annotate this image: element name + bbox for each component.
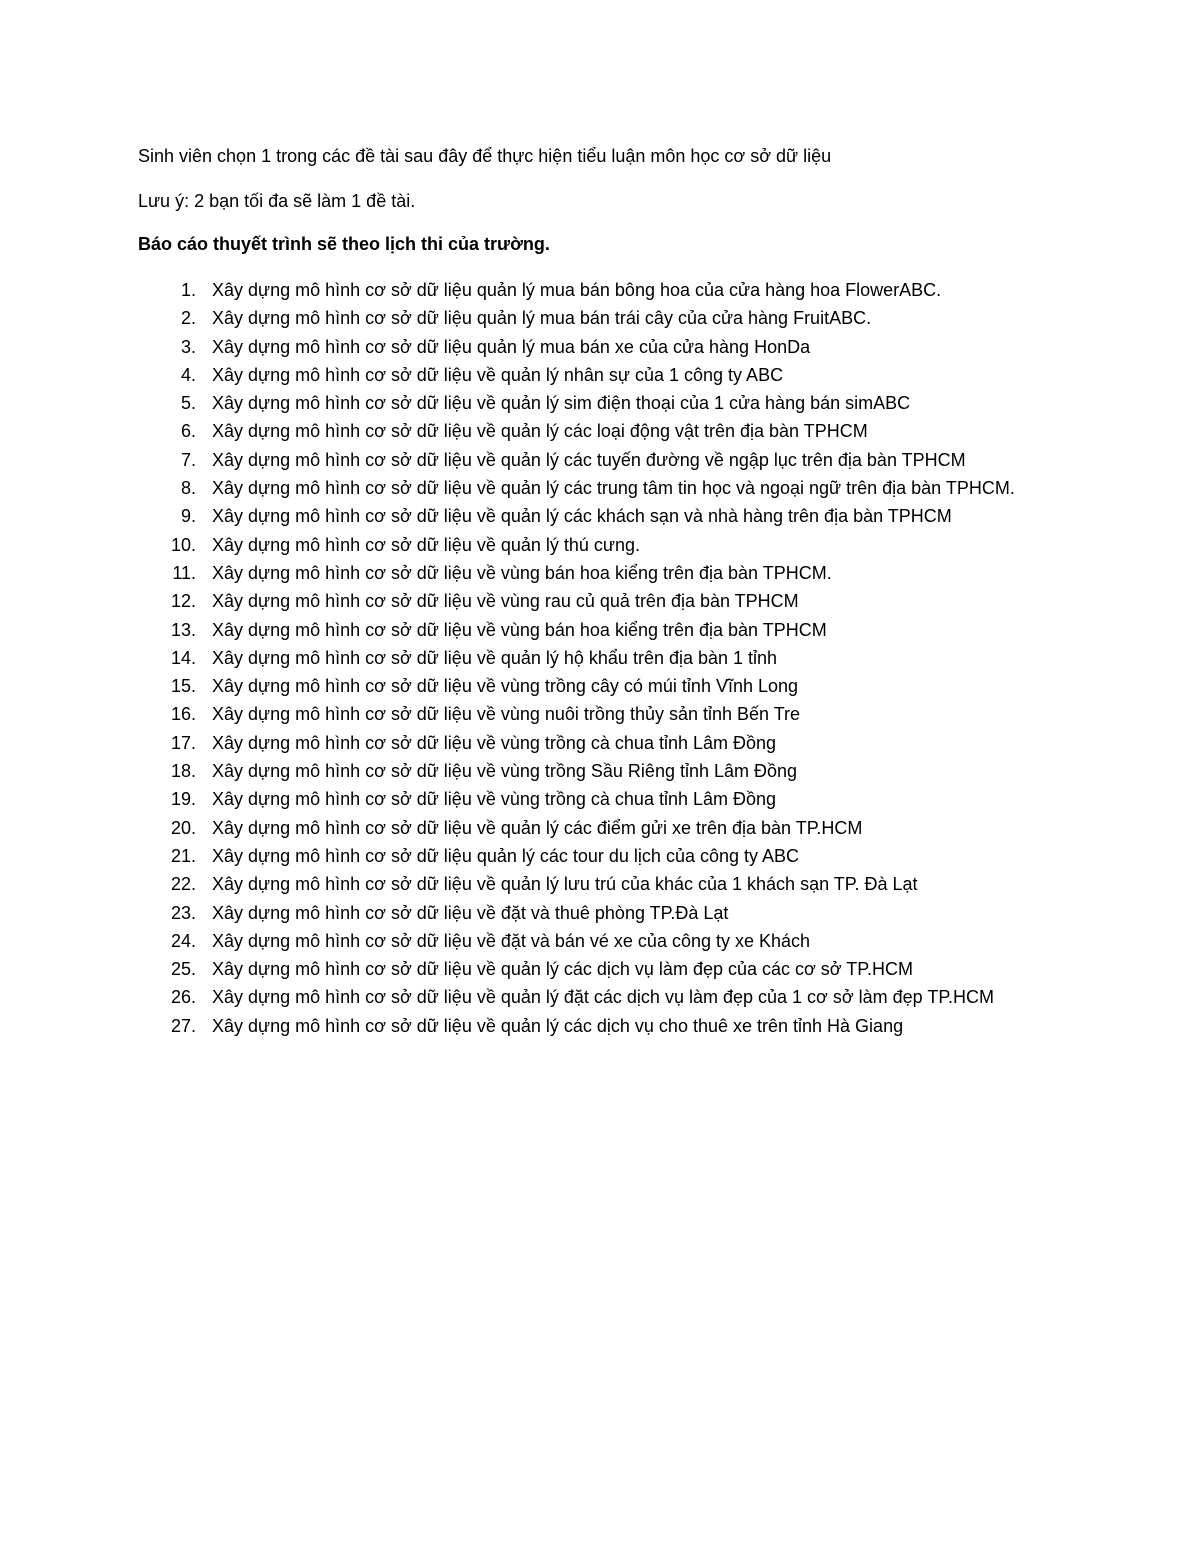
topic-text: Xây dựng mô hình cơ sở dữ liệu quản lý mua bán bông hoa của cửa hàng hoa FlowerABC.: [212, 280, 942, 300]
topic-number: 12.: [170, 591, 196, 612]
topic-text: Xây dựng mô hình cơ sở dữ liệu về vùng trồng cà chua tỉnh Lâm Đồng: [212, 732, 777, 753]
topic-text: Xây dựng mô hình cơ sở dữ liệu về quản lý sim điện thoại của 1 cửa hàng bán simABC: [212, 393, 911, 414]
topic-number: 11.: [172, 562, 196, 583]
topic-number: 24.: [170, 930, 196, 951]
topic-number: 13.: [170, 619, 196, 640]
topic-text: Xây dựng mô hình cơ sở dữ liệu về vùng trồng cây có múi tỉnh Vĩnh Long: [212, 676, 799, 697]
topic-number: 19.: [170, 789, 196, 810]
topic-number: 15.: [170, 676, 196, 697]
topic-text: Xây dựng mô hình cơ sở dữ liệu về quản lý các trung tâm tin học và ngoại ngữ trên địa bàn TPHCM.: [212, 478, 1015, 499]
topic-text: Xây dựng mô hình cơ sở dữ liệu về vùng rau củ quả trên địa bàn TPHCM: [212, 591, 799, 612]
topic-text: Xây dựng mô hình cơ sở dữ liệu quản lý mua bán trái cây của cửa hàng FruitABC.: [212, 308, 872, 329]
topic-text: Xây dựng mô hình cơ sở dữ liệu về quản lý các loại động vật trên địa bàn TPHCM: [212, 421, 868, 442]
topic-number: 5.: [180, 393, 196, 414]
topic-text: Xây dựng mô hình cơ sở dữ liệu về quản lý nhân sự của 1 công ty ABC: [212, 364, 784, 385]
topic-number: 14.: [170, 647, 196, 668]
topic-text: Xây dựng mô hình cơ sở dữ liệu về quản lý các dịch vụ làm đẹp của các cơ sở TP.HCM: [212, 959, 913, 980]
topic-text: Xây dựng mô hình cơ sở dữ liệu quản lý các tour du lịch của công ty ABC: [212, 845, 800, 866]
topic-text: Xây dựng mô hình cơ sở dữ liệu về quản lý các điểm gửi xe trên địa bàn TP.HCM: [212, 817, 863, 838]
topic-text: Xây dựng mô hình cơ sở dữ liệu quản lý mua bán xe của cửa hàng HonDa: [212, 336, 811, 357]
topic-number: 7.: [180, 449, 196, 470]
topic-text: Xây dựng mô hình cơ sở dữ liệu về vùng nuôi trồng thủy sản tỉnh Bến Tre: [212, 704, 801, 725]
topic-number: 10.: [170, 534, 196, 555]
topic-number: 6.: [180, 421, 196, 442]
topic-text: Xây dựng mô hình cơ sở dữ liệu về quản lý các dịch vụ cho thuê xe trên tỉnh Hà Giang: [212, 1015, 904, 1036]
topic-number: 2.: [180, 308, 196, 329]
topic-number: 25.: [170, 959, 196, 980]
topic-number: 8.: [180, 478, 196, 499]
topic-text: Xây dựng mô hình cơ sở dữ liệu về đặt và thuê phòng TP.Đà Lạt: [212, 902, 729, 923]
topic-text: Xây dựng mô hình cơ sở dữ liệu về vùng bán hoa kiểng trên địa bàn TPHCM.: [212, 562, 832, 583]
topic-number: 3.: [180, 336, 196, 357]
topic-text: Xây dựng mô hình cơ sở dữ liệu về đặt và bán vé xe của công ty xe Khách: [212, 930, 811, 951]
note-paragraph: Lưu ý: 2 bạn tối đa sẽ làm 1 đề tài.: [138, 191, 416, 211]
topic-number: 21.: [170, 845, 196, 866]
topic-text: Xây dựng mô hình cơ sở dữ liệu về quản lý các tuyến đường về ngập lục trên địa bàn TPHCM: [212, 449, 966, 470]
topic-text: Xây dựng mô hình cơ sở dữ liệu về vùng trồng cà chua tỉnh Lâm Đồng: [212, 789, 777, 810]
topic-number: 22.: [170, 874, 196, 895]
intro-paragraph: Sinh viên chọn 1 trong các đề tài sau đây để thực hiện tiểu luận môn học cơ sở dữ liệu: [138, 146, 832, 166]
topic-number: 1.: [180, 280, 196, 300]
topic-text: Xây dựng mô hình cơ sở dữ liệu về quản lý lưu trú của khác của 1 khách sạn TP. Đà Lạt: [212, 874, 918, 895]
topic-text: Xây dựng mô hình cơ sở dữ liệu về quản lý đặt các dịch vụ làm đẹp của 1 cơ sở làm đẹp TP.HCM: [212, 987, 995, 1008]
topic-text: Xây dựng mô hình cơ sở dữ liệu về quản lý thú cưng.: [212, 534, 640, 555]
topic-text: Xây dựng mô hình cơ sở dữ liệu về quản lý hộ khẩu trên địa bàn 1 tỉnh: [212, 647, 778, 668]
topic-number: 17.: [170, 732, 196, 753]
topic-number: 20.: [170, 817, 196, 838]
topic-number: 16.: [170, 704, 196, 725]
topic-number: 4.: [180, 364, 196, 385]
topic-text: Xây dựng mô hình cơ sở dữ liệu về vùng trồng Sầu Riêng tỉnh Lâm Đồng: [212, 761, 798, 782]
topic-number: 26.: [170, 987, 196, 1008]
topic-number: 9.: [180, 506, 196, 527]
topic-text: Xây dựng mô hình cơ sở dữ liệu về vùng bán hoa kiểng trên địa bàn TPHCM: [212, 619, 827, 640]
topic-number: 18.: [170, 761, 196, 782]
topic-number: 27.: [170, 1015, 196, 1036]
topic-number: 23.: [170, 902, 196, 923]
topic-text: Xây dựng mô hình cơ sở dữ liệu về quản lý các khách sạn và nhà hàng trên địa bàn TPHCM: [212, 506, 952, 527]
schedule-paragraph: Báo cáo thuyết trình sẽ theo lịch thi của trường.: [138, 234, 550, 254]
